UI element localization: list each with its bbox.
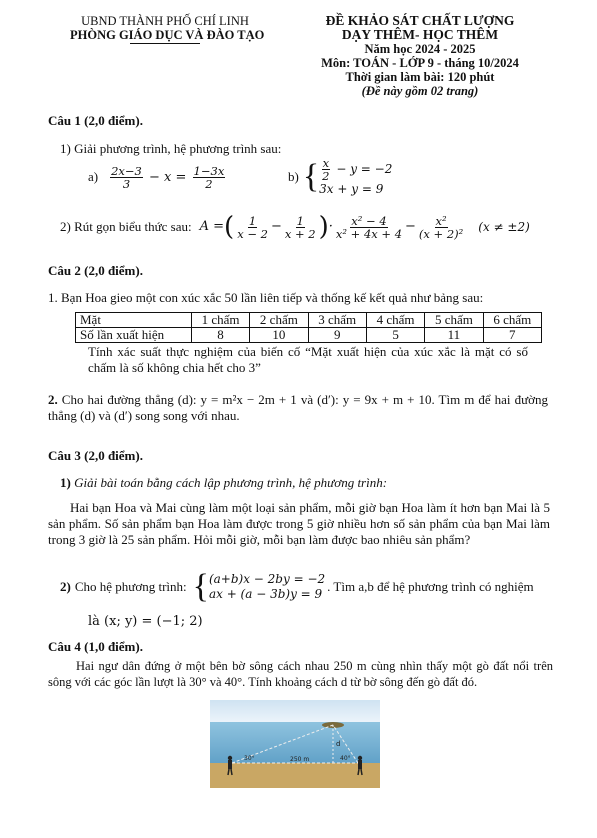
duration: Thời gian làm bài: 120 phút [345, 70, 495, 84]
q4-text: Hai ngư dân đứng ở một bên bờ sông cách nhau 250 m cùng nhìn thấy một gò đất nổi trên sông với các góc lần lượt là 30° và 40°. Tính khoảng cách d từ bờ sông đến gò đất đó. [48, 659, 553, 689]
q3-part2-after: . Tìm a,b để hệ phương trình có nghiệm [327, 579, 534, 594]
q3-solution: là (x; y) = (−1; 2) [88, 614, 203, 629]
river-figure [210, 700, 380, 788]
table-header-cell: 1 chấm [191, 313, 249, 328]
sky [210, 700, 380, 724]
q2-part2-number: 2. [48, 392, 58, 407]
q3-part2-text: Cho hệ phương trình: [74, 579, 187, 594]
q1-part2-text: 2) Rút gọn biểu thức sau: [60, 219, 192, 234]
q1-part1: 1) Giải phương trình, hệ phương trình sau: [60, 141, 282, 156]
q1-system-b: b) { $\frac{x}{2}$ − y = −2 3x + y = 9 [288, 156, 393, 196]
q3-part2-number: 2) [60, 579, 71, 594]
q3-part1-number: 1) [60, 475, 71, 490]
label-angle-30: 30° [244, 755, 255, 762]
q2-part1-question: Tính xác suất thực nghiệm của biến cố “Mặt xuất hiện của xúc xắc là mặt có số chấm là số không chia hết cho 3” [88, 344, 528, 375]
table-header-cell: 4 chấm [366, 313, 424, 328]
header-left [70, 14, 265, 44]
q1-title: Câu 1 (2,0 điểm). [48, 113, 143, 128]
page-count: (Đề này gồm 02 trang) [361, 84, 479, 98]
table-header-cell: Mặt [76, 313, 192, 328]
q3-system: (a+b)x − 2by = −2 ax + (a − 3b)y = 9 [208, 572, 326, 601]
q2-part2-text: Cho hai đường thẳng (d): y = m²x − 2m + 1 và (d′): y = 9x + m + 10. Tìm m để hai đường thẳng (d) và (d′) song song với nhau. [48, 392, 548, 423]
q4-title: Câu 4 (1,0 điểm). [48, 639, 143, 654]
table-header-cell: 2 chấm [250, 313, 308, 328]
label-distance: 250 m [290, 756, 310, 763]
exam-subtitle: DẠY THÊM- HỌC THÊM [341, 27, 499, 42]
q2-part1: 1. Bạn Hoa gieo một con xúc xắc 50 lần liên tiếp và thống kế kết quả như bảng sau: [48, 290, 484, 305]
city-committee: UBND THÀNH PHỐ CHÍ LINH [81, 14, 249, 28]
table-cell: 11 [425, 328, 483, 343]
q3-part2: 2) Cho hệ phương trình: { (a+b)x − 2by = −2 ax + (a − 3b)y = 9 . Tìm a,b để hệ phương trình có nghiệm [60, 568, 534, 605]
table-cell: 8 [191, 328, 249, 343]
q2-title: Câu 2 (2,0 điểm). [48, 263, 143, 278]
q3-part1-text: Giải bài toán bằng cách lập phương trình, hệ phương trình: [74, 475, 388, 490]
header-right [285, 14, 555, 98]
table-cell: 10 [250, 328, 308, 343]
exam-title: ĐỀ KHẢO SÁT CHẤT LƯỢNG [325, 13, 515, 28]
table-header-cell: 5 chấm [425, 313, 483, 328]
expression-A: A = ( $\frac{1}{x - 2}$ − $\frac{1}{x + 2}$ ) · $\frac{\text{x² − 4}}{\text{x² + 4x + 4}}$ − $\frac{\text{x²}}{\text{(x + 2)²}}$ (x ≠ ±2) [199, 212, 530, 242]
table-header-cell: 6 chấm [483, 313, 541, 328]
q3-part1 [60, 475, 387, 491]
q3-title: Câu 3 (2,0 điểm). [48, 448, 143, 463]
table-header-row [76, 313, 542, 328]
table-cell: Số lần xuất hiện [76, 328, 192, 343]
label-angle-40: 40° [340, 755, 351, 762]
school-year: Năm học 2024 - 2025 [364, 42, 476, 56]
table-row [76, 328, 542, 343]
q2-part2 [48, 392, 548, 424]
table-header-cell: 3 chấm [308, 313, 366, 328]
q3-problem: Hai bạn Hoa và Mai cùng làm một loại sản phẩm, mỗi giờ bạn Hoa làm ít hơn bạn Mai là 5 sản phẩm. Số sản phẩm bạn Hoa làm được trong 5 giờ nhiều hơn số sản phẩm của bạn Mai làm trong 3 giờ là 25 sản phẩm. Hỏi mỗi giờ, mỗi bạn làm được bao nhiêu sản phẩm? [48, 500, 550, 547]
dice-table [75, 312, 542, 343]
q1-eq-a: a) $\frac{2x-3}{3}$ − x = $\frac{1-3x}{2}$ [88, 163, 225, 191]
label-d: d [336, 740, 341, 748]
subject-line: Môn: TOÁN - LỚP 9 - tháng 10/2024 [321, 56, 519, 70]
riverbank [210, 763, 380, 788]
table-cell: 7 [483, 328, 541, 343]
q1-part2 [60, 208, 530, 246]
table-cell: 5 [366, 328, 424, 343]
label-a: a) [88, 169, 99, 184]
label-b: b) [288, 169, 299, 184]
table-cell: 9 [308, 328, 366, 343]
education-office: PHÒNG GIÁO DỤC VÀ ĐÀO TẠO [70, 28, 265, 42]
header-underline [130, 43, 200, 44]
